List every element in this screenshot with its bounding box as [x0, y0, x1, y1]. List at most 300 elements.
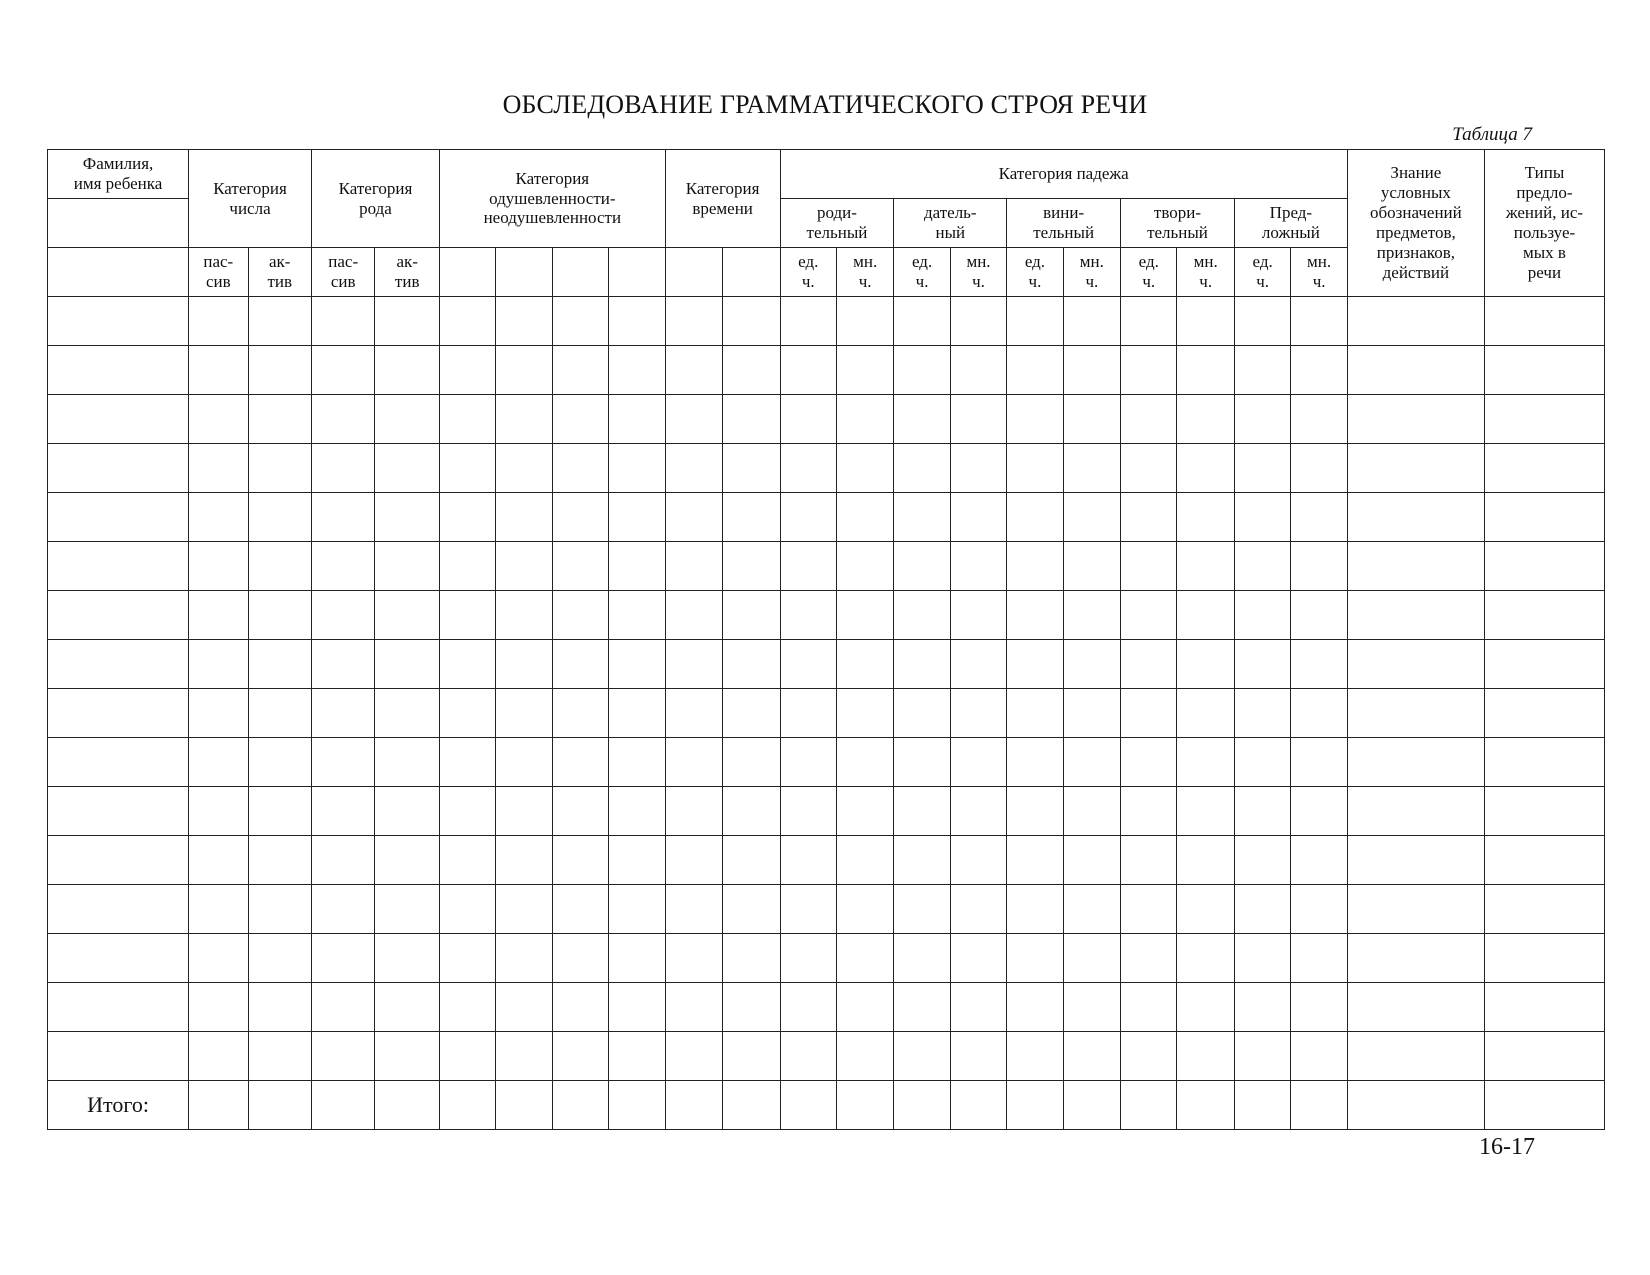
entry-cell[interactable]	[496, 542, 552, 591]
entry-cell[interactable]	[189, 444, 248, 493]
entry-cell[interactable]	[375, 1032, 440, 1081]
entry-cell[interactable]	[189, 542, 248, 591]
entry-cell[interactable]	[609, 640, 665, 689]
entry-cell[interactable]	[950, 885, 1006, 934]
entry-cell[interactable]	[1063, 444, 1120, 493]
entry-cell[interactable]	[836, 787, 893, 836]
entry-cell[interactable]	[836, 738, 893, 787]
entry-cell[interactable]	[894, 738, 950, 787]
entry-cell[interactable]	[439, 738, 495, 787]
entry-cell[interactable]	[1291, 885, 1348, 934]
entry-cell[interactable]	[375, 983, 440, 1032]
entry-cell[interactable]	[1484, 738, 1604, 787]
entry-cell[interactable]	[1063, 983, 1120, 1032]
entry-cell[interactable]	[894, 493, 950, 542]
entry-cell[interactable]	[1291, 1032, 1348, 1081]
entry-cell[interactable]	[1007, 346, 1063, 395]
entry-cell[interactable]	[248, 346, 311, 395]
entry-cell[interactable]	[1484, 493, 1604, 542]
entry-cell[interactable]	[723, 395, 780, 444]
entry-cell[interactable]	[311, 493, 374, 542]
entry-cell[interactable]	[189, 1032, 248, 1081]
entry-cell[interactable]	[1347, 297, 1484, 346]
entry-cell[interactable]	[1177, 640, 1234, 689]
entry-cell[interactable]	[375, 444, 440, 493]
entry-cell[interactable]	[1347, 836, 1484, 885]
entry-cell[interactable]	[1063, 836, 1120, 885]
entry-cell[interactable]	[439, 444, 495, 493]
entry-cell[interactable]	[1484, 591, 1604, 640]
entry-cell[interactable]	[723, 297, 780, 346]
entry-cell[interactable]	[1177, 395, 1234, 444]
entry-cell[interactable]	[950, 591, 1006, 640]
entry-cell[interactable]	[1007, 542, 1063, 591]
child-name-cell[interactable]	[48, 297, 189, 346]
entry-cell[interactable]	[836, 591, 893, 640]
entry-cell[interactable]	[1177, 689, 1234, 738]
entry-cell[interactable]	[1177, 542, 1234, 591]
entry-cell[interactable]	[1234, 1032, 1290, 1081]
entry-cell[interactable]	[439, 346, 495, 395]
entry-cell[interactable]	[248, 885, 311, 934]
entry-cell[interactable]	[1347, 885, 1484, 934]
entry-cell[interactable]	[1007, 493, 1063, 542]
total-cell[interactable]	[375, 1081, 440, 1130]
entry-cell[interactable]	[1063, 934, 1120, 983]
entry-cell[interactable]	[1291, 738, 1348, 787]
entry-cell[interactable]	[496, 444, 552, 493]
entry-cell[interactable]	[1121, 297, 1177, 346]
entry-cell[interactable]	[552, 395, 608, 444]
entry-cell[interactable]	[665, 885, 722, 934]
entry-cell[interactable]	[439, 689, 495, 738]
entry-cell[interactable]	[950, 444, 1006, 493]
entry-cell[interactable]	[780, 297, 836, 346]
entry-cell[interactable]	[836, 346, 893, 395]
entry-cell[interactable]	[780, 983, 836, 1032]
entry-cell[interactable]	[723, 836, 780, 885]
entry-cell[interactable]	[723, 640, 780, 689]
total-cell[interactable]	[1291, 1081, 1348, 1130]
entry-cell[interactable]	[248, 395, 311, 444]
entry-cell[interactable]	[1291, 787, 1348, 836]
entry-cell[interactable]	[1007, 983, 1063, 1032]
entry-cell[interactable]	[1121, 395, 1177, 444]
entry-cell[interactable]	[1121, 836, 1177, 885]
total-cell[interactable]	[723, 1081, 780, 1130]
entry-cell[interactable]	[894, 934, 950, 983]
entry-cell[interactable]	[496, 1032, 552, 1081]
entry-cell[interactable]	[375, 542, 440, 591]
child-name-cell[interactable]	[48, 542, 189, 591]
entry-cell[interactable]	[1484, 346, 1604, 395]
entry-cell[interactable]	[723, 542, 780, 591]
child-name-cell[interactable]	[48, 1032, 189, 1081]
entry-cell[interactable]	[375, 738, 440, 787]
entry-cell[interactable]	[723, 493, 780, 542]
entry-cell[interactable]	[723, 983, 780, 1032]
entry-cell[interactable]	[189, 983, 248, 1032]
entry-cell[interactable]	[1234, 395, 1290, 444]
entry-cell[interactable]	[1484, 836, 1604, 885]
total-cell[interactable]	[1177, 1081, 1234, 1130]
entry-cell[interactable]	[836, 493, 893, 542]
entry-cell[interactable]	[248, 542, 311, 591]
total-cell[interactable]	[496, 1081, 552, 1130]
entry-cell[interactable]	[1291, 934, 1348, 983]
entry-cell[interactable]	[950, 836, 1006, 885]
entry-cell[interactable]	[1347, 640, 1484, 689]
entry-cell[interactable]	[439, 297, 495, 346]
entry-cell[interactable]	[1234, 983, 1290, 1032]
entry-cell[interactable]	[836, 1032, 893, 1081]
entry-cell[interactable]	[780, 689, 836, 738]
entry-cell[interactable]	[1347, 787, 1484, 836]
entry-cell[interactable]	[894, 297, 950, 346]
entry-cell[interactable]	[1234, 346, 1290, 395]
entry-cell[interactable]	[311, 591, 374, 640]
child-name-cell[interactable]	[48, 934, 189, 983]
entry-cell[interactable]	[1177, 1032, 1234, 1081]
entry-cell[interactable]	[1234, 787, 1290, 836]
entry-cell[interactable]	[894, 787, 950, 836]
entry-cell[interactable]	[375, 885, 440, 934]
entry-cell[interactable]	[665, 542, 722, 591]
child-name-cell[interactable]	[48, 983, 189, 1032]
entry-cell[interactable]	[1177, 885, 1234, 934]
entry-cell[interactable]	[1291, 395, 1348, 444]
child-name-cell[interactable]	[48, 346, 189, 395]
entry-cell[interactable]	[311, 395, 374, 444]
entry-cell[interactable]	[836, 689, 893, 738]
entry-cell[interactable]	[723, 444, 780, 493]
entry-cell[interactable]	[375, 934, 440, 983]
child-name-cell[interactable]	[48, 787, 189, 836]
total-cell[interactable]	[439, 1081, 495, 1130]
entry-cell[interactable]	[311, 346, 374, 395]
entry-cell[interactable]	[189, 934, 248, 983]
total-cell[interactable]	[665, 1081, 722, 1130]
entry-cell[interactable]	[496, 836, 552, 885]
entry-cell[interactable]	[950, 787, 1006, 836]
entry-cell[interactable]	[375, 346, 440, 395]
child-name-cell[interactable]	[48, 640, 189, 689]
entry-cell[interactable]	[609, 738, 665, 787]
entry-cell[interactable]	[552, 934, 608, 983]
entry-cell[interactable]	[439, 1032, 495, 1081]
entry-cell[interactable]	[375, 297, 440, 346]
entry-cell[interactable]	[836, 444, 893, 493]
child-name-cell[interactable]	[48, 493, 189, 542]
entry-cell[interactable]	[552, 885, 608, 934]
entry-cell[interactable]	[723, 885, 780, 934]
entry-cell[interactable]	[836, 983, 893, 1032]
entry-cell[interactable]	[1063, 738, 1120, 787]
entry-cell[interactable]	[375, 787, 440, 836]
entry-cell[interactable]	[609, 346, 665, 395]
entry-cell[interactable]	[496, 297, 552, 346]
entry-cell[interactable]	[780, 1032, 836, 1081]
entry-cell[interactable]	[665, 395, 722, 444]
entry-cell[interactable]	[552, 689, 608, 738]
entry-cell[interactable]	[1121, 444, 1177, 493]
entry-cell[interactable]	[1063, 542, 1120, 591]
entry-cell[interactable]	[1007, 444, 1063, 493]
entry-cell[interactable]	[1291, 542, 1348, 591]
entry-cell[interactable]	[780, 787, 836, 836]
entry-cell[interactable]	[1063, 689, 1120, 738]
entry-cell[interactable]	[836, 934, 893, 983]
entry-cell[interactable]	[375, 591, 440, 640]
entry-cell[interactable]	[950, 493, 1006, 542]
entry-cell[interactable]	[552, 297, 608, 346]
entry-cell[interactable]	[723, 738, 780, 787]
entry-cell[interactable]	[189, 689, 248, 738]
entry-cell[interactable]	[496, 640, 552, 689]
entry-cell[interactable]	[311, 297, 374, 346]
entry-cell[interactable]	[248, 983, 311, 1032]
entry-cell[interactable]	[552, 787, 608, 836]
entry-cell[interactable]	[552, 346, 608, 395]
entry-cell[interactable]	[609, 934, 665, 983]
entry-cell[interactable]	[894, 640, 950, 689]
entry-cell[interactable]	[248, 591, 311, 640]
entry-cell[interactable]	[1177, 346, 1234, 395]
entry-cell[interactable]	[1347, 934, 1484, 983]
child-name-cell[interactable]	[48, 689, 189, 738]
entry-cell[interactable]	[552, 640, 608, 689]
entry-cell[interactable]	[950, 395, 1006, 444]
entry-cell[interactable]	[1121, 493, 1177, 542]
total-cell[interactable]	[836, 1081, 893, 1130]
entry-cell[interactable]	[375, 689, 440, 738]
total-cell[interactable]	[1063, 1081, 1120, 1130]
entry-cell[interactable]	[439, 493, 495, 542]
entry-cell[interactable]	[894, 444, 950, 493]
entry-cell[interactable]	[496, 395, 552, 444]
entry-cell[interactable]	[1007, 297, 1063, 346]
entry-cell[interactable]	[496, 885, 552, 934]
entry-cell[interactable]	[609, 689, 665, 738]
entry-cell[interactable]	[1063, 640, 1120, 689]
entry-cell[interactable]	[248, 1032, 311, 1081]
entry-cell[interactable]	[1121, 738, 1177, 787]
entry-cell[interactable]	[894, 591, 950, 640]
entry-cell[interactable]	[189, 787, 248, 836]
entry-cell[interactable]	[1121, 934, 1177, 983]
entry-cell[interactable]	[1347, 738, 1484, 787]
total-cell[interactable]	[248, 1081, 311, 1130]
entry-cell[interactable]	[665, 983, 722, 1032]
entry-cell[interactable]	[1007, 885, 1063, 934]
entry-cell[interactable]	[1121, 983, 1177, 1032]
entry-cell[interactable]	[1291, 836, 1348, 885]
entry-cell[interactable]	[665, 689, 722, 738]
entry-cell[interactable]	[439, 542, 495, 591]
entry-cell[interactable]	[1234, 591, 1290, 640]
entry-cell[interactable]	[1291, 689, 1348, 738]
entry-cell[interactable]	[1007, 591, 1063, 640]
total-cell[interactable]	[1007, 1081, 1063, 1130]
entry-cell[interactable]	[780, 934, 836, 983]
entry-cell[interactable]	[1347, 395, 1484, 444]
entry-cell[interactable]	[723, 787, 780, 836]
entry-cell[interactable]	[1484, 787, 1604, 836]
total-cell[interactable]	[552, 1081, 608, 1130]
entry-cell[interactable]	[1007, 738, 1063, 787]
entry-cell[interactable]	[311, 983, 374, 1032]
entry-cell[interactable]	[780, 493, 836, 542]
entry-cell[interactable]	[665, 493, 722, 542]
entry-cell[interactable]	[439, 983, 495, 1032]
entry-cell[interactable]	[950, 640, 1006, 689]
entry-cell[interactable]	[723, 346, 780, 395]
entry-cell[interactable]	[1063, 591, 1120, 640]
entry-cell[interactable]	[1007, 689, 1063, 738]
entry-cell[interactable]	[311, 836, 374, 885]
entry-cell[interactable]	[496, 689, 552, 738]
entry-cell[interactable]	[439, 640, 495, 689]
entry-cell[interactable]	[780, 640, 836, 689]
entry-cell[interactable]	[552, 983, 608, 1032]
entry-cell[interactable]	[1177, 444, 1234, 493]
entry-cell[interactable]	[1121, 885, 1177, 934]
entry-cell[interactable]	[1234, 493, 1290, 542]
entry-cell[interactable]	[496, 346, 552, 395]
entry-cell[interactable]	[836, 885, 893, 934]
total-cell[interactable]	[780, 1081, 836, 1130]
entry-cell[interactable]	[780, 591, 836, 640]
entry-cell[interactable]	[552, 738, 608, 787]
entry-cell[interactable]	[1234, 542, 1290, 591]
entry-cell[interactable]	[1121, 787, 1177, 836]
entry-cell[interactable]	[311, 787, 374, 836]
entry-cell[interactable]	[1234, 297, 1290, 346]
entry-cell[interactable]	[439, 787, 495, 836]
entry-cell[interactable]	[665, 787, 722, 836]
entry-cell[interactable]	[894, 395, 950, 444]
entry-cell[interactable]	[665, 297, 722, 346]
entry-cell[interactable]	[311, 1032, 374, 1081]
entry-cell[interactable]	[780, 395, 836, 444]
entry-cell[interactable]	[1063, 297, 1120, 346]
entry-cell[interactable]	[439, 395, 495, 444]
entry-cell[interactable]	[609, 297, 665, 346]
entry-cell[interactable]	[1007, 836, 1063, 885]
entry-cell[interactable]	[496, 738, 552, 787]
entry-cell[interactable]	[496, 493, 552, 542]
entry-cell[interactable]	[1484, 689, 1604, 738]
entry-cell[interactable]	[950, 689, 1006, 738]
total-cell[interactable]	[609, 1081, 665, 1130]
entry-cell[interactable]	[780, 738, 836, 787]
entry-cell[interactable]	[311, 689, 374, 738]
entry-cell[interactable]	[609, 787, 665, 836]
entry-cell[interactable]	[665, 738, 722, 787]
entry-cell[interactable]	[1347, 493, 1484, 542]
total-cell[interactable]	[311, 1081, 374, 1130]
entry-cell[interactable]	[1484, 395, 1604, 444]
entry-cell[interactable]	[723, 1032, 780, 1081]
entry-cell[interactable]	[1063, 885, 1120, 934]
entry-cell[interactable]	[894, 542, 950, 591]
entry-cell[interactable]	[1007, 1032, 1063, 1081]
total-cell[interactable]	[950, 1081, 1006, 1130]
entry-cell[interactable]	[496, 787, 552, 836]
entry-cell[interactable]	[723, 689, 780, 738]
entry-cell[interactable]	[1484, 640, 1604, 689]
entry-cell[interactable]	[552, 542, 608, 591]
entry-cell[interactable]	[1007, 934, 1063, 983]
entry-cell[interactable]	[836, 542, 893, 591]
entry-cell[interactable]	[1121, 689, 1177, 738]
entry-cell[interactable]	[1291, 297, 1348, 346]
entry-cell[interactable]	[1234, 885, 1290, 934]
entry-cell[interactable]	[311, 934, 374, 983]
entry-cell[interactable]	[665, 1032, 722, 1081]
entry-cell[interactable]	[1291, 983, 1348, 1032]
entry-cell[interactable]	[609, 983, 665, 1032]
child-name-cell[interactable]	[48, 738, 189, 787]
entry-cell[interactable]	[1484, 444, 1604, 493]
entry-cell[interactable]	[1291, 493, 1348, 542]
entry-cell[interactable]	[1291, 444, 1348, 493]
entry-cell[interactable]	[1177, 493, 1234, 542]
entry-cell[interactable]	[894, 983, 950, 1032]
entry-cell[interactable]	[894, 885, 950, 934]
entry-cell[interactable]	[609, 885, 665, 934]
entry-cell[interactable]	[439, 934, 495, 983]
entry-cell[interactable]	[1347, 444, 1484, 493]
entry-cell[interactable]	[1484, 983, 1604, 1032]
entry-cell[interactable]	[780, 346, 836, 395]
entry-cell[interactable]	[1291, 591, 1348, 640]
entry-cell[interactable]	[1234, 689, 1290, 738]
entry-cell[interactable]	[439, 836, 495, 885]
entry-cell[interactable]	[248, 836, 311, 885]
entry-cell[interactable]	[950, 738, 1006, 787]
entry-cell[interactable]	[496, 983, 552, 1032]
entry-cell[interactable]	[665, 346, 722, 395]
total-cell[interactable]	[1347, 1081, 1484, 1130]
entry-cell[interactable]	[950, 934, 1006, 983]
entry-cell[interactable]	[1234, 836, 1290, 885]
entry-cell[interactable]	[248, 640, 311, 689]
entry-cell[interactable]	[311, 542, 374, 591]
entry-cell[interactable]	[609, 493, 665, 542]
entry-cell[interactable]	[496, 591, 552, 640]
entry-cell[interactable]	[609, 542, 665, 591]
entry-cell[interactable]	[1177, 787, 1234, 836]
entry-cell[interactable]	[723, 591, 780, 640]
entry-cell[interactable]	[1177, 934, 1234, 983]
entry-cell[interactable]	[189, 836, 248, 885]
entry-cell[interactable]	[780, 885, 836, 934]
entry-cell[interactable]	[665, 934, 722, 983]
entry-cell[interactable]	[248, 738, 311, 787]
entry-cell[interactable]	[375, 395, 440, 444]
entry-cell[interactable]	[189, 297, 248, 346]
entry-cell[interactable]	[836, 395, 893, 444]
child-name-cell[interactable]	[48, 836, 189, 885]
entry-cell[interactable]	[1177, 983, 1234, 1032]
entry-cell[interactable]	[1063, 1032, 1120, 1081]
entry-cell[interactable]	[375, 836, 440, 885]
entry-cell[interactable]	[1121, 346, 1177, 395]
entry-cell[interactable]	[1121, 542, 1177, 591]
entry-cell[interactable]	[609, 395, 665, 444]
entry-cell[interactable]	[552, 444, 608, 493]
